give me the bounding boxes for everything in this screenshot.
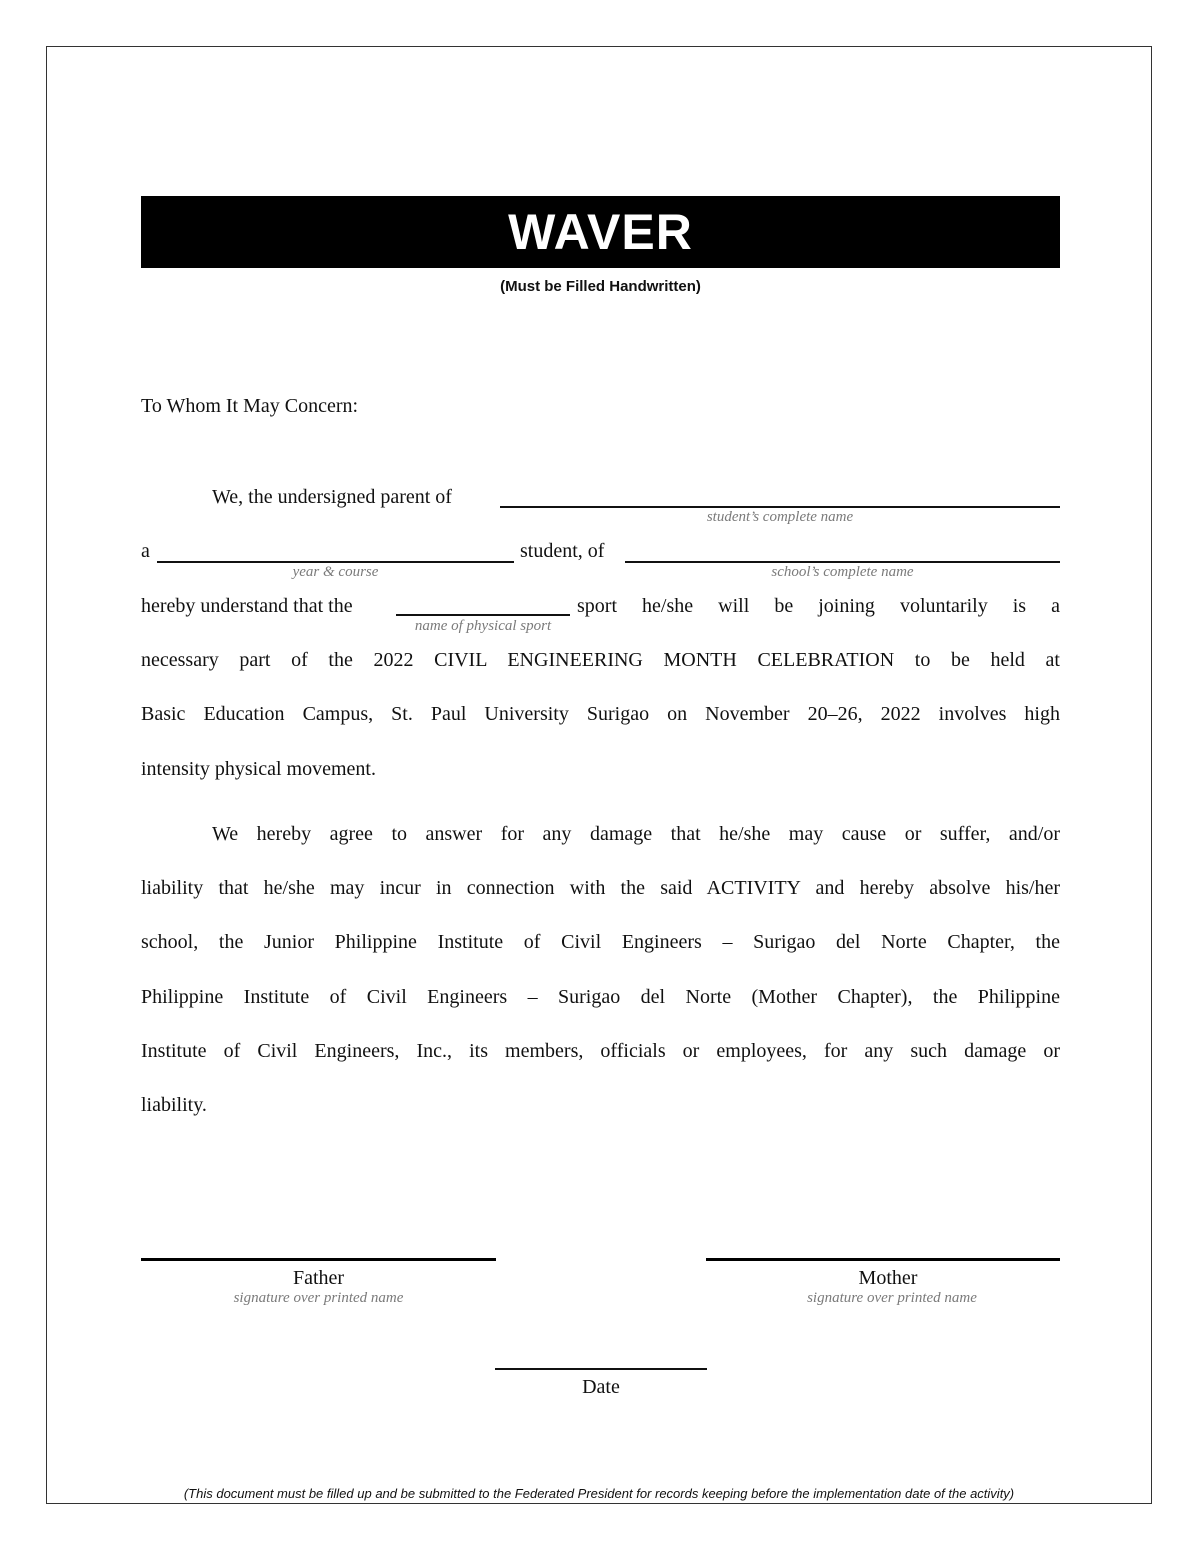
footer-note: (This document must be filled up and be submitted to the Federated President for records keeping before the implementation date of the activity) xyxy=(183,1486,1015,1501)
para1-line1: We, the undersigned parent of xyxy=(212,486,452,508)
para1-line3-lead: hereby understand that the xyxy=(141,595,353,617)
para1-line2-student: student, of xyxy=(520,540,605,562)
para1-line3-rest xyxy=(577,595,1060,618)
mother-signature-field[interactable] xyxy=(706,1258,1060,1261)
document-title: WAVER xyxy=(141,196,1060,268)
date-field[interactable] xyxy=(495,1368,707,1370)
mother-signature-hint: signature over printed name xyxy=(807,1290,977,1306)
father-signature-field[interactable] xyxy=(141,1258,496,1261)
para2-line1: We hereby agree to answer for any damage that he/she may cause or suffer, and/or xyxy=(212,823,1060,845)
para1-line3-word: will xyxy=(718,595,750,617)
father-label: Father xyxy=(292,1267,345,1289)
father-signature-hint: signature over printed name xyxy=(233,1290,404,1306)
year-course-field[interactable] xyxy=(157,561,514,563)
para1-line2-a: a xyxy=(141,540,150,562)
sport-name-hint: name of physical sport xyxy=(414,618,552,634)
para1-line4: necessary part of the 2022 CIVIL ENGINEERING MONTH CELEBRATION to be held at xyxy=(141,649,1060,671)
para1-line3-word: he/she xyxy=(642,595,694,617)
para2-line5: Institute of Civil Engineers, Inc., its members, officials or employees, for any such damage or xyxy=(141,1040,1060,1062)
para1-line5: Basic Education Campus, St. Paul University Surigao on November 20–26, 2022 involves high xyxy=(141,703,1060,725)
para2-line6: liability. xyxy=(141,1094,207,1116)
para1-line3-word: voluntarily xyxy=(899,595,988,617)
school-name-field[interactable] xyxy=(625,561,1060,563)
document-subtitle: (Must be Filled Handwritten) xyxy=(500,278,701,295)
para1-line3-word: be xyxy=(774,595,794,617)
student-name-hint: student’s complete name xyxy=(706,509,854,525)
mother-label: Mother xyxy=(858,1267,918,1289)
para2-line3: school, the Junior Philippine Institute of Civil Engineers – Surigao del Norte Chapter, the xyxy=(141,931,1060,953)
sport-name-field[interactable] xyxy=(396,614,570,616)
date-label: Date xyxy=(582,1376,620,1398)
para1-line3-word: joining xyxy=(818,595,875,617)
para2-line2: liability that he/she may incur in connection with the said ACTIVITY and hereby absolve his/her xyxy=(141,877,1060,899)
salutation: To Whom It May Concern: xyxy=(141,395,359,417)
para1-line3-word: a xyxy=(1051,595,1060,617)
para1-line3-word: sport xyxy=(577,595,617,617)
school-name-hint: school’s complete name xyxy=(771,564,914,580)
para1-line6: intensity physical movement. xyxy=(141,758,376,780)
year-course-hint: year & course xyxy=(292,564,379,580)
para1-line3-word: is xyxy=(1012,595,1027,617)
student-name-field[interactable] xyxy=(500,506,1060,508)
para2-line4: Philippine Institute of Civil Engineers – Surigao del Norte (Mother Chapter), the Philippine xyxy=(141,986,1060,1008)
